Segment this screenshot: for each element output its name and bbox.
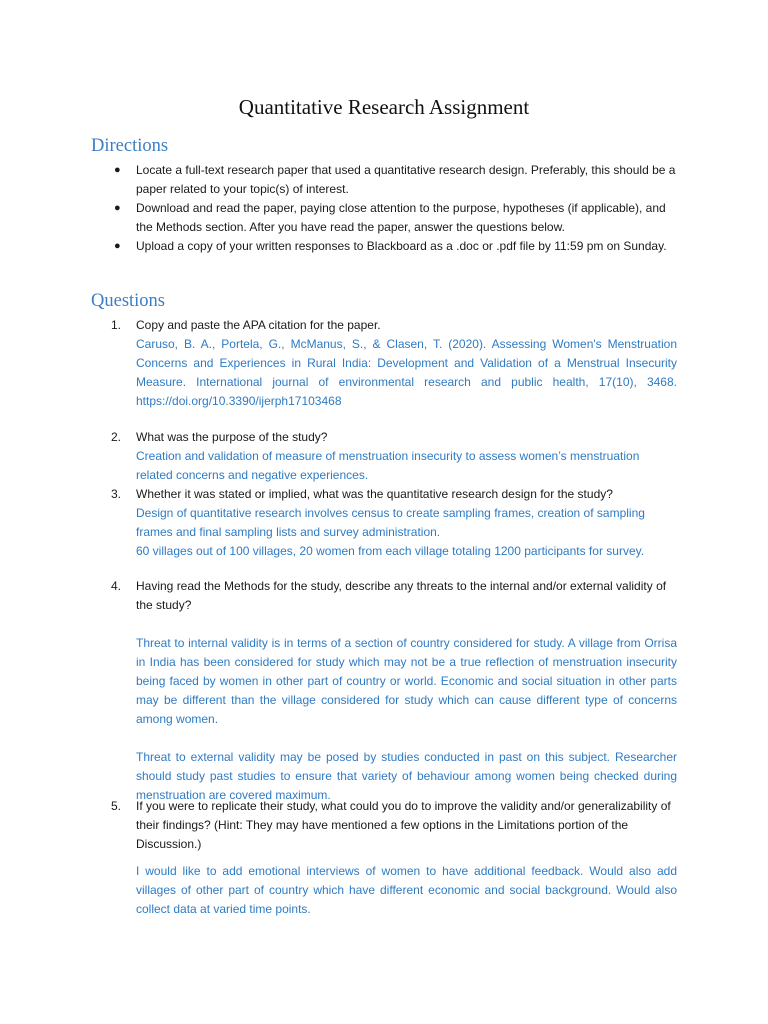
directions-bullet bbox=[111, 237, 681, 256]
directions-bullet bbox=[111, 161, 681, 199]
question-number: 4. bbox=[111, 579, 122, 593]
answer-text: Creation and validation of measure of menstruation insecurity to assess women’s menstruation related concerns and negative experiences. bbox=[136, 449, 640, 482]
question-number: 5. bbox=[111, 799, 122, 813]
question-number: 3. bbox=[111, 487, 122, 501]
bullet-text: Download and read the paper, paying close attention to the purpose, hypotheses (if applicable), and the Methods section. After you have read the paper, answer the questions below. bbox=[136, 201, 666, 234]
answer-text: Threat to internal validity is in terms of a section of country considered for study. A village from Orrisa in India has been considered for study which may not be a true reflection of menstruation insecurity being faced by women in other part of country or world. Economic and social situation in other parts may be different than the village considered for study which can cause different type of concerns among women. bbox=[136, 636, 677, 726]
directions-heading: Directions bbox=[91, 136, 169, 156]
question-text: Having read the Methods for the study, describe any threats to the internal and/or external validity of the study? bbox=[136, 579, 667, 612]
questions-heading: Questions bbox=[91, 291, 165, 311]
question-text: What was the purpose of the study? bbox=[136, 430, 328, 444]
document-title: Quantitative Research Assignment bbox=[238, 95, 530, 119]
bullet-icon: ● bbox=[114, 164, 121, 176]
question-number: 2. bbox=[111, 430, 122, 444]
directions-list bbox=[111, 161, 681, 256]
question-item bbox=[111, 797, 677, 919]
question-text: If you were to replicate their study, what could you do to improve the validity and/or generalizability of their findings? (Hint: They may have mentioned a few options in the Limitations portion of the Discussion.) bbox=[136, 799, 671, 851]
bullet-text: Upload a copy of your written responses to Blackboard as a .doc or .pdf file by 11:59 pm on Sunday. bbox=[136, 239, 667, 253]
bullet-icon: ● bbox=[114, 202, 121, 214]
question-text: Whether it was stated or implied, what was the quantitative research design for the study? bbox=[136, 487, 613, 501]
answer-text-extra: Threat to external validity may be posed by studies conducted in past on this subject. Researcher should study past studies to ensure that variety of behaviour among women being checked during menstruation are covered maximum. bbox=[136, 750, 677, 802]
question-text: Copy and paste the APA citation for the paper. bbox=[136, 318, 381, 332]
directions-bullet bbox=[111, 199, 681, 237]
question-item bbox=[111, 428, 677, 485]
question-number: 1. bbox=[111, 318, 122, 332]
bullet-text: Locate a full-text research paper that used a quantitative research design. Preferably, this should be a paper related to your topic(s) of interest. bbox=[136, 163, 676, 196]
question-item bbox=[111, 577, 677, 805]
answer-text-extra: 60 villages out of 100 villages, 20 women from each village totaling 1200 participants for survey. bbox=[136, 544, 645, 558]
answer-text: Design of quantitative research involves census to create sampling frames, creation of sampling frames and final sampling lists and survey administration. bbox=[136, 506, 645, 539]
answer-text: I would like to add emotional interviews of women to have additional feedback. Would also add villages of other part of country which have different economic and social background. Would also collect data at varied time points. bbox=[136, 864, 677, 916]
answer-text: Caruso, B. A., Portela, G., McManus, S., & Clasen, T. (2020). Assessing Women's Menstruation Concerns and Experiences in Rural India: Development and Validation of a Menstrual Insecurity Measure. International journal of environmental research and public health, 17(10), 3468. https://doi.org/10.3390/ijerph17103468 bbox=[136, 337, 677, 408]
question-item bbox=[111, 316, 677, 411]
question-item bbox=[111, 485, 677, 561]
bullet-icon: ● bbox=[114, 240, 121, 252]
